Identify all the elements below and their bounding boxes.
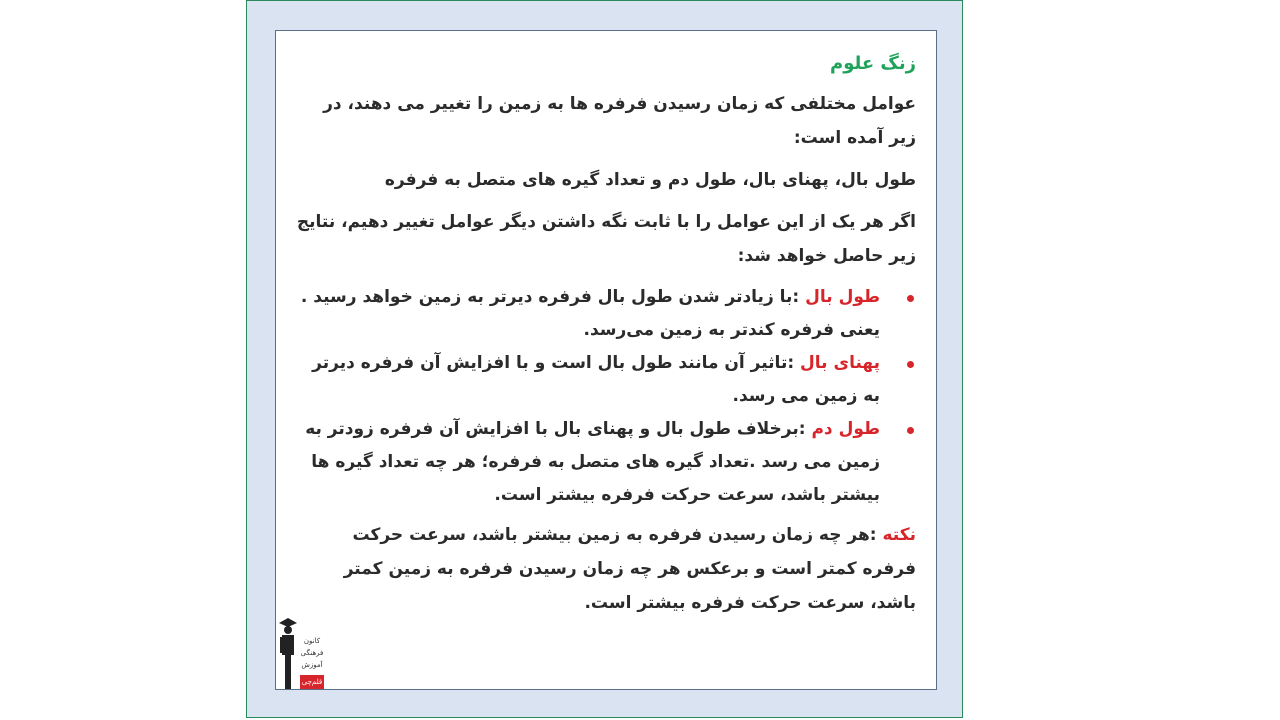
list-item <box>296 413 880 512</box>
publisher-logo <box>276 615 326 689</box>
bullet-icon <box>907 295 914 302</box>
text-content <box>296 49 916 628</box>
note-label: نکته <box>882 525 916 545</box>
item-term: طول بال <box>805 287 880 307</box>
list-item <box>296 281 880 347</box>
item-term: طول دم <box>811 419 880 439</box>
graduate-figure-icon <box>278 617 298 689</box>
note-paragraph <box>296 518 916 620</box>
bullet-icon <box>907 427 914 434</box>
bullet-icon <box>907 361 914 368</box>
list-item <box>296 347 880 413</box>
content-card <box>275 30 937 690</box>
item-text: :برخلاف طول بال و پهنای بال با افزایش آن فرفره زودتر به زمین می رسد .تعداد گیره های متصل به فرفره؛ هر چه تعداد گیره ها بیشتر باشد، سرعت حرکت فرفره بیشتر است. <box>305 419 880 505</box>
intro-paragraph: عوامل مختلفی که زمان رسیدن فرفره ها به زمین را تغییر می دهند، در زیر آمده است: <box>323 94 916 148</box>
item-text: :تاثیر آن مانند طول بال است و با افزایش آن فرفره دیرتر به زمین می رسد. <box>312 353 880 406</box>
page-title: زنگ علوم <box>830 53 916 74</box>
logo-strip: قلم‌چی <box>300 675 324 689</box>
item-term: پهنای بال <box>800 353 880 373</box>
condition-paragraph: اگر هر یک از این عوامل را با ثابت نگه داشتن دیگر عوامل تغییر دهیم، نتایج زیر حاصل خواهد شد: <box>296 212 916 266</box>
factors-paragraph: طول بال، پهنای بال، طول دم و تعداد گیره های متصل به فرفره <box>384 170 916 190</box>
note-text: :هر چه زمان رسیدن فرفره به زمین بیشتر باشد، سرعت حرکت فرفره کمتر است و برعکس هر چه زمان رسیدن فرفره به زمین کمتر باشد، سرعت حرکت فرفره بیشتر است. <box>343 525 916 613</box>
logo-text: کانون فرهنگی آموزش <box>300 637 324 669</box>
item-text: :با زیادتر شدن طول بال فرفره دیرتر به زمین خواهد رسید . یعنی فرفره کندتر به زمین می‌رسد. <box>300 287 880 340</box>
slide-frame <box>246 0 963 718</box>
results-list <box>296 281 916 512</box>
